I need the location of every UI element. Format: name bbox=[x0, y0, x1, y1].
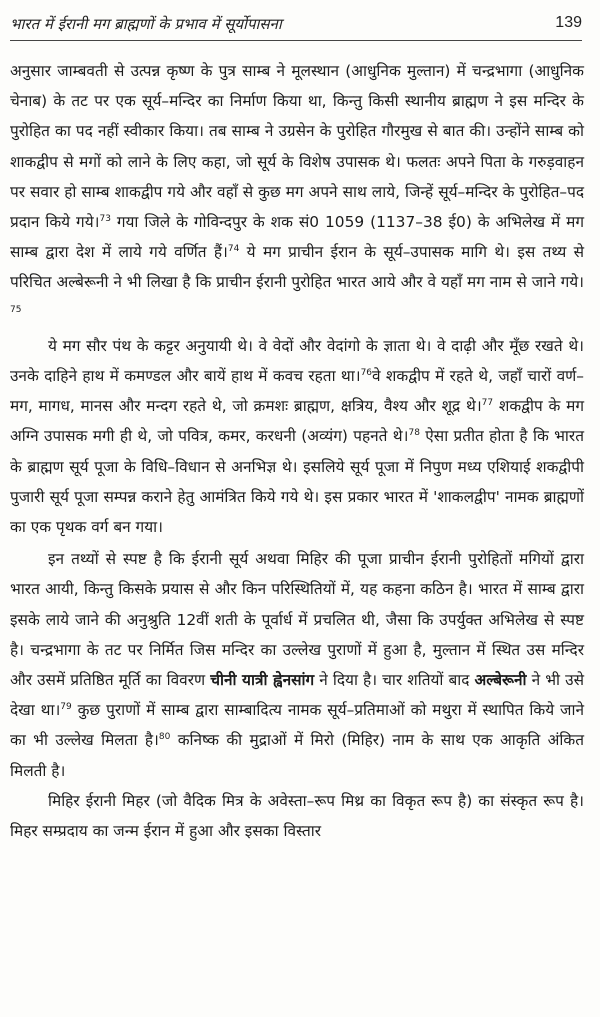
running-header bbox=[10, 14, 582, 41]
paragraph-2 bbox=[10, 331, 584, 542]
text-run: मिहिर ईरानी मिहर (जो वैदिक मित्र के अवेस्ता–रूप मिथ्र का विकृत रूप है) का संस्कृत रूप है। मिहर सम्प्रदाय का जन्म ईरान में हुआ और इसका विस्तार bbox=[10, 791, 584, 841]
paragraph-4 bbox=[10, 786, 584, 846]
paragraph-3 bbox=[10, 544, 584, 786]
footnote-ref: 76 bbox=[360, 367, 373, 378]
bold-term: चीनी यात्री ह्वेनसांग bbox=[210, 671, 315, 690]
footnote-ref: 74 bbox=[227, 244, 240, 255]
text-run: अनुसार जाम्बवती से उत्पन्न कृष्ण के पुत्र साम्ब ने मूलस्थान (आधुनिक मुल्तान) में चन्द्रभागा (आधुनिक चेनाब) के तट पर एक सूर्य–मन्दिर का निर्माण किया था, किन्तु किसी स्थानीय ब्राह्मण ने इस मन्दिर के पुरोहित का पद नहीं स्वीकार किया। तब साम्ब ने उग्रसेन के पुरोहित गौरमुख से बात की। उन्होंने साम्ब को शाकद्वीप से मगों को लाने के लिए कहा, जो सूर्य के विशेष उपासक थे। फलतः अपने पिता के गरुड़वाहन पर सवार हो साम्ब शाकद्वीप गये और वहाँ से कुछ मग अपने साथ लाये, जिन्हें सूर्य–मन्दिर के पुरोहित–पद प्रदान किये गये। bbox=[10, 62, 584, 232]
text-run: इन तथ्यों से स्पष्ट है कि ईरानी सूर्य अथवा मिहिर की पूजा प्राचीन ईरानी पुरोहितों मगियों द्वारा भारत आयी, किन्तु किसके प्रयास से और किन परिस्थितियों में, यह कहना कठिन है। भारत में साम्ब द्वारा इसके लाये जाने की अनुश्रुति 12वीं शती के पूर्वार्ध में प्रचलित थी, जैसा कि उपर्युक्त अभिलेख से स्पष्ट है। चन्द्रभागा के तट पर निर्मित जिस मन्दिर का उल्लेख पुराणों में हुआ है, मुल्तान में स्थित उस मन्दिर और उसमें प्रतिष्ठित मूर्ति का विवरण bbox=[10, 550, 584, 690]
text-run: ने दिया है। चार शतियों बाद bbox=[314, 671, 475, 690]
text-run: ये मग सौर पंथ के कट्टर अनुयायी थे। वे वेदों और वेदांगो के ज्ञाता थे। वे दाढ़ी और मूँछ रखते थे। उनके दाहिने हाथ में कमण्डल और बायें हाथ में कवच रहता था। bbox=[10, 336, 584, 386]
text-run: कुछ पुराणों में साम्ब द्वारा साम्बादित्य नामक सूर्य–प्रतिमाओं को मथुरा में स्थापित किये जाने का भी उल्लेख मिलता है। bbox=[10, 701, 584, 750]
text-run: वे शकद्वीप में रहते थे, जहाँ चारों वर्ण– मग, मागध, मानस और मन्दग रहते थे, जो क्रमशः ब्राह्मण, क्षत्रिय, वैश्य और शूद्र थे। bbox=[10, 367, 585, 416]
text-run: शकद्वीप के मग अग्नि उपासक मगी ही थे, जो पवित्र, कमर, करधनी (अव्यंग) पहनते थे। bbox=[10, 397, 584, 446]
text-run: ऐसा प्रतीत होता है कि भारत के ब्राह्मण सूर्य पूजा के विधि–विधान से अनभिज्ञ थे। इसलिये सूर्य पूजा में निपुण मध्य एशियाई शकद्वीपी पुजारी सूर्य पूजा सम्पन्न कराने हेतु आमंत्रित किये गये थे। इस प्रकार भारत में 'शाकलद्वीप' नामक ब्राह्मणों का एक पृथक वर्ग बन गया। bbox=[10, 427, 584, 537]
footnote-ref: 73 bbox=[99, 213, 111, 224]
paragraph-1 bbox=[10, 56, 584, 328]
footnote-ref: 79 bbox=[60, 702, 72, 713]
text-run: गया जिले के गोविन्दपुर के शक सं0 1059 (1137–38 ई0) के अभिलेख में मग साम्ब द्वारा देश में लाये गये वर्णित हैं। bbox=[10, 213, 584, 262]
footnote-ref: 78 bbox=[408, 428, 420, 439]
page-body bbox=[10, 56, 584, 846]
text-run: ये मग प्राचीन ईरान के सूर्य–उपासक मागि थे। इस तथ्य से परिचित अल्बेरूनी ने भी लिखा है कि प्राचीन ईरानी पुरोहित भारत आये और वे यहाँ मग नाम से जाने गये। bbox=[10, 243, 585, 292]
page-number: 139 bbox=[555, 14, 582, 31]
footnote-ref: 77 bbox=[481, 398, 494, 409]
text-run: ने भी उसे देखा था। bbox=[10, 671, 584, 720]
text-run: कनिष्क की मुद्राओं में मिरो (मिहिर) नाम के साथ एक आकृति अंकित मिलती है। bbox=[10, 731, 584, 780]
footnote-ref: 80 bbox=[158, 732, 171, 743]
footnote-ref: 75 bbox=[10, 304, 22, 315]
chapter-title: भारत में ईरानी मग ब्राह्मणों के प्रभाव में सूर्योपासना bbox=[10, 15, 282, 33]
bold-term: अल्बेरूनी bbox=[474, 671, 527, 690]
